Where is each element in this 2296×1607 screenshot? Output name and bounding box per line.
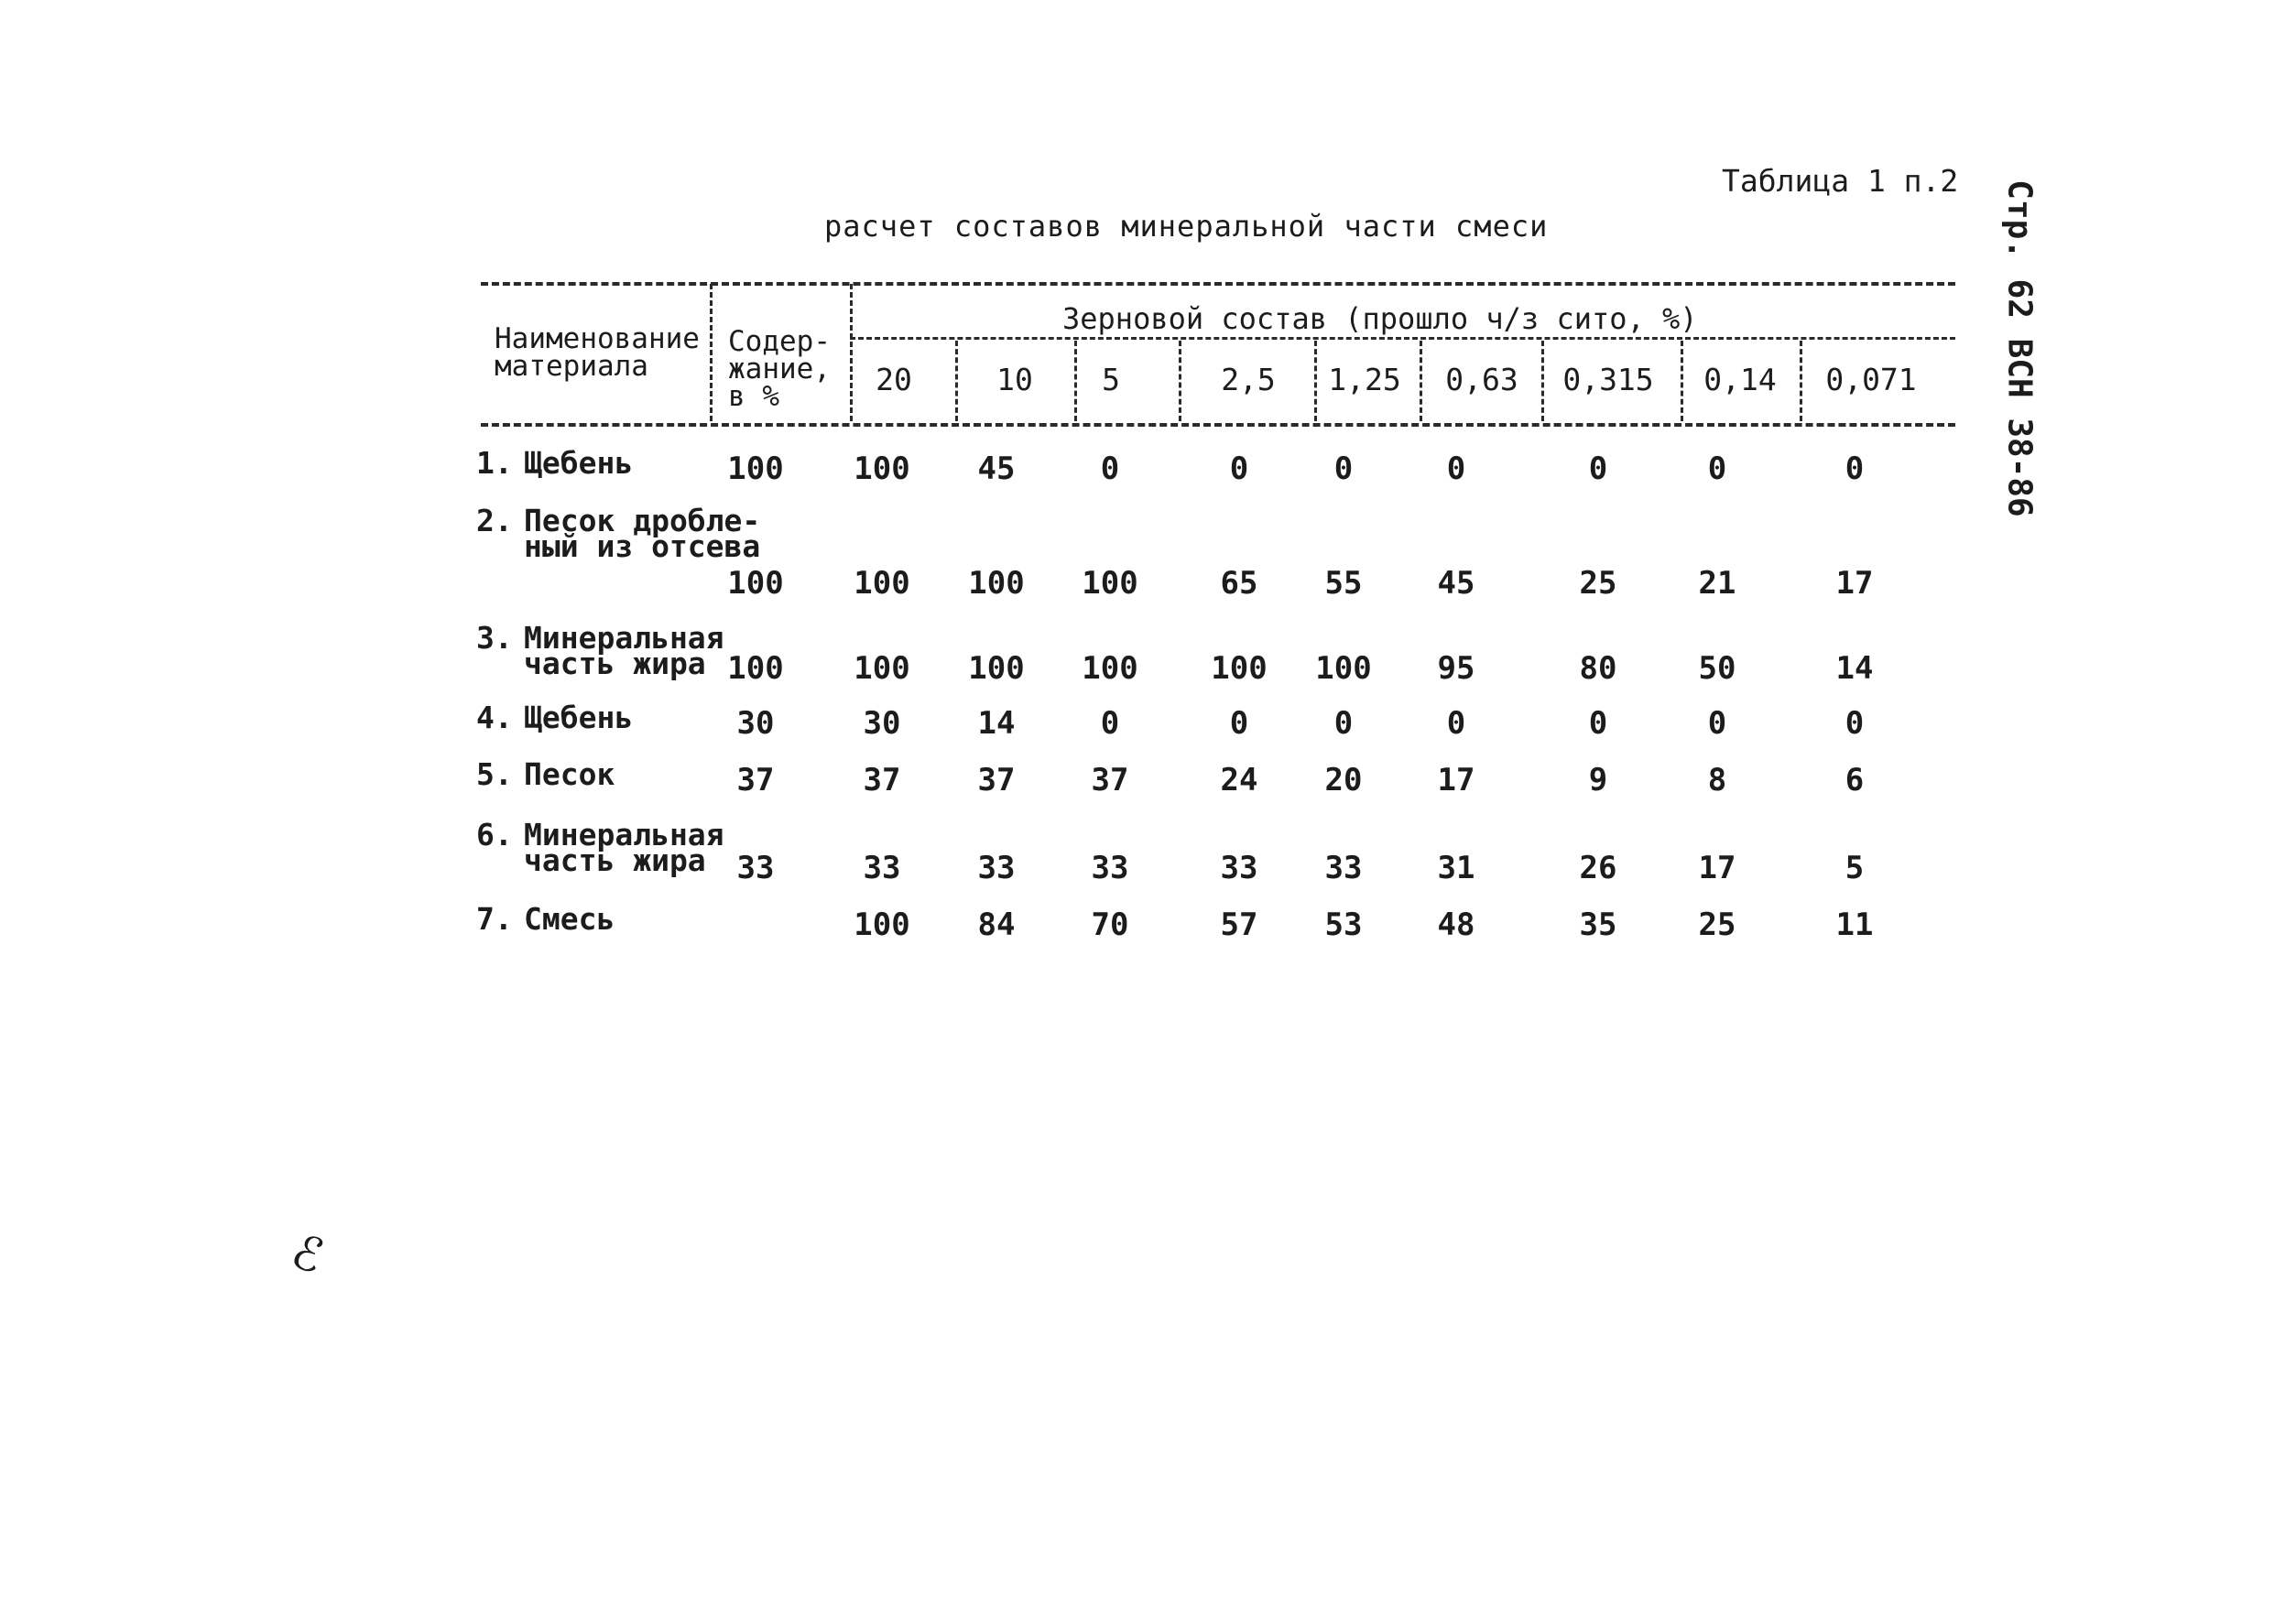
header-bottom-rule — [481, 423, 1955, 427]
grain-cell: 53 — [1324, 907, 1363, 943]
side-reference — [1992, 174, 2047, 522]
grain-cell: 33 — [1324, 850, 1363, 886]
grain-cell: 33 — [863, 850, 901, 886]
grain-cell: 0 — [1229, 705, 1249, 742]
material-name-line: Минеральная — [524, 620, 724, 656]
grain-cell: 35 — [1579, 907, 1617, 943]
material-name — [524, 817, 724, 878]
material-name — [524, 901, 615, 937]
grain-cell: 8 — [1707, 762, 1727, 798]
grain-cell: 80 — [1579, 650, 1617, 687]
grain-cell: 100 — [1211, 650, 1268, 687]
row-number: 3. — [476, 620, 513, 656]
handwritten-mark: ℰ — [284, 1223, 331, 1286]
grain-cell: 100 — [968, 565, 1025, 602]
grain-cell: 0 — [1707, 705, 1727, 742]
grain-cell: 55 — [1324, 565, 1363, 602]
grain-cell: 25 — [1579, 565, 1617, 602]
grain-cell: 70 — [1091, 907, 1129, 943]
grain-cell: 24 — [1220, 762, 1258, 798]
table-title: расчет составов минеральной части смеси — [824, 209, 1549, 244]
col-divider — [1541, 341, 1544, 421]
content-cell: 100 — [727, 565, 784, 602]
grain-cell: 50 — [1698, 650, 1736, 687]
col-divider — [1681, 341, 1683, 421]
grain-cell: 100 — [968, 650, 1025, 687]
grain-cell: 100 — [1315, 650, 1372, 687]
grain-cell: 17 — [1437, 762, 1475, 798]
sieve-5: 5 — [1102, 362, 1120, 397]
material-name-line: Песок дробле- — [524, 503, 761, 538]
grain-cell: 21 — [1698, 565, 1736, 602]
grain-cell: 65 — [1220, 565, 1258, 602]
material-name-line: Смесь — [524, 901, 615, 937]
material-name-line: Щебень — [524, 700, 634, 735]
grain-cell: 100 — [1082, 565, 1138, 602]
sieve-0-071: 0,071 — [1825, 362, 1917, 397]
row-number: 4. — [476, 700, 513, 735]
sieve-0-315: 0,315 — [1562, 362, 1654, 397]
header-content: Содер-жание, в % — [728, 325, 831, 413]
grain-cell: 95 — [1437, 650, 1475, 687]
grain-cell: 0 — [1446, 705, 1466, 742]
grain-header-rule — [850, 337, 1955, 340]
grain-cell: 37 — [863, 762, 901, 798]
row-label — [476, 503, 761, 564]
grain-cell: 33 — [1091, 850, 1129, 886]
grain-cell: 0 — [1100, 451, 1120, 487]
grain-cell: 0 — [1844, 451, 1865, 487]
grain-cell: 0 — [1333, 705, 1354, 742]
row-label — [476, 620, 724, 681]
grain-cell: 100 — [854, 650, 910, 687]
col-divider — [1800, 341, 1802, 421]
grain-cell: 6 — [1844, 762, 1865, 798]
grain-cell: 48 — [1437, 907, 1475, 943]
grain-cell: 26 — [1579, 850, 1617, 886]
col-divider — [1179, 341, 1181, 421]
grain-cell: 9 — [1588, 762, 1608, 798]
row-number: 5. — [476, 756, 513, 792]
grain-cell: 33 — [1220, 850, 1258, 886]
grain-cell: 100 — [854, 451, 910, 487]
material-name — [524, 445, 634, 481]
sieve-2-5: 2,5 — [1221, 362, 1276, 397]
table-caption: Таблица 1 п.2 — [1722, 163, 1959, 199]
grain-cell: 0 — [1844, 705, 1865, 742]
row-label — [476, 817, 724, 878]
grain-cell: 11 — [1835, 907, 1874, 943]
header-material: Наименование материала — [495, 322, 700, 383]
header-grain: Зерновой состав (прошло ч/з сито, %) — [1062, 301, 1698, 336]
grain-cell: 30 — [863, 705, 901, 742]
col-divider — [710, 284, 713, 421]
material-name-line: ный из отсева — [524, 528, 761, 564]
sieve-1-25: 1,25 — [1328, 362, 1401, 397]
grain-cell: 25 — [1698, 907, 1736, 943]
grain-cell: 0 — [1333, 451, 1354, 487]
row-number: 7. — [476, 901, 513, 937]
col-divider — [1420, 341, 1422, 421]
grain-cell: 20 — [1324, 762, 1363, 798]
material-name-line: Щебень — [524, 445, 634, 481]
content-cell: 30 — [736, 705, 775, 742]
row-label — [476, 445, 634, 481]
side-reference-text: Стр. 62 ВСН 38-86 — [2000, 179, 2039, 517]
grain-cell: 100 — [854, 565, 910, 602]
grain-cell: 0 — [1229, 451, 1249, 487]
row-number: 1. — [476, 445, 513, 481]
grain-cell: 45 — [977, 451, 1016, 487]
grain-cell: 5 — [1844, 850, 1865, 886]
material-name-line: Минеральная — [524, 817, 724, 852]
material-name — [524, 620, 724, 681]
sieve-10: 10 — [996, 362, 1033, 397]
sieve-0-14: 0,14 — [1703, 362, 1777, 397]
material-name-line: Песок — [524, 756, 615, 792]
grain-cell: 31 — [1437, 850, 1475, 886]
material-name — [524, 700, 634, 735]
grain-cell: 100 — [1082, 650, 1138, 687]
col-divider — [850, 284, 853, 421]
row-label — [476, 700, 634, 735]
grain-cell: 14 — [1835, 650, 1874, 687]
grain-cell: 45 — [1437, 565, 1475, 602]
grain-cell: 0 — [1588, 451, 1608, 487]
grain-cell: 14 — [977, 705, 1016, 742]
content-cell: 100 — [727, 650, 784, 687]
table-top-rule — [481, 282, 1955, 286]
material-name-line: часть жира — [524, 646, 706, 681]
material-name-line: часть жира — [524, 842, 706, 878]
content-cell: 100 — [727, 451, 784, 487]
row-number: 2. — [476, 503, 513, 538]
grain-cell: 37 — [1091, 762, 1129, 798]
grain-cell: 37 — [977, 762, 1016, 798]
sieve-0-63: 0,63 — [1445, 362, 1518, 397]
row-label — [476, 756, 615, 792]
grain-cell: 33 — [977, 850, 1016, 886]
material-name — [524, 503, 761, 564]
sieve-20: 20 — [876, 362, 912, 397]
content-cell: 37 — [736, 762, 775, 798]
row-label — [476, 901, 615, 937]
content-cell: 33 — [736, 850, 775, 886]
grain-cell: 0 — [1588, 705, 1608, 742]
material-name — [524, 756, 615, 792]
row-number: 6. — [476, 817, 513, 852]
grain-cell: 17 — [1698, 850, 1736, 886]
col-divider — [955, 341, 958, 421]
grain-cell: 100 — [854, 907, 910, 943]
grain-cell: 84 — [977, 907, 1016, 943]
grain-cell: 17 — [1835, 565, 1874, 602]
grain-cell: 0 — [1707, 451, 1727, 487]
grain-cell: 0 — [1446, 451, 1466, 487]
grain-cell: 57 — [1220, 907, 1258, 943]
grain-cell: 0 — [1100, 705, 1120, 742]
